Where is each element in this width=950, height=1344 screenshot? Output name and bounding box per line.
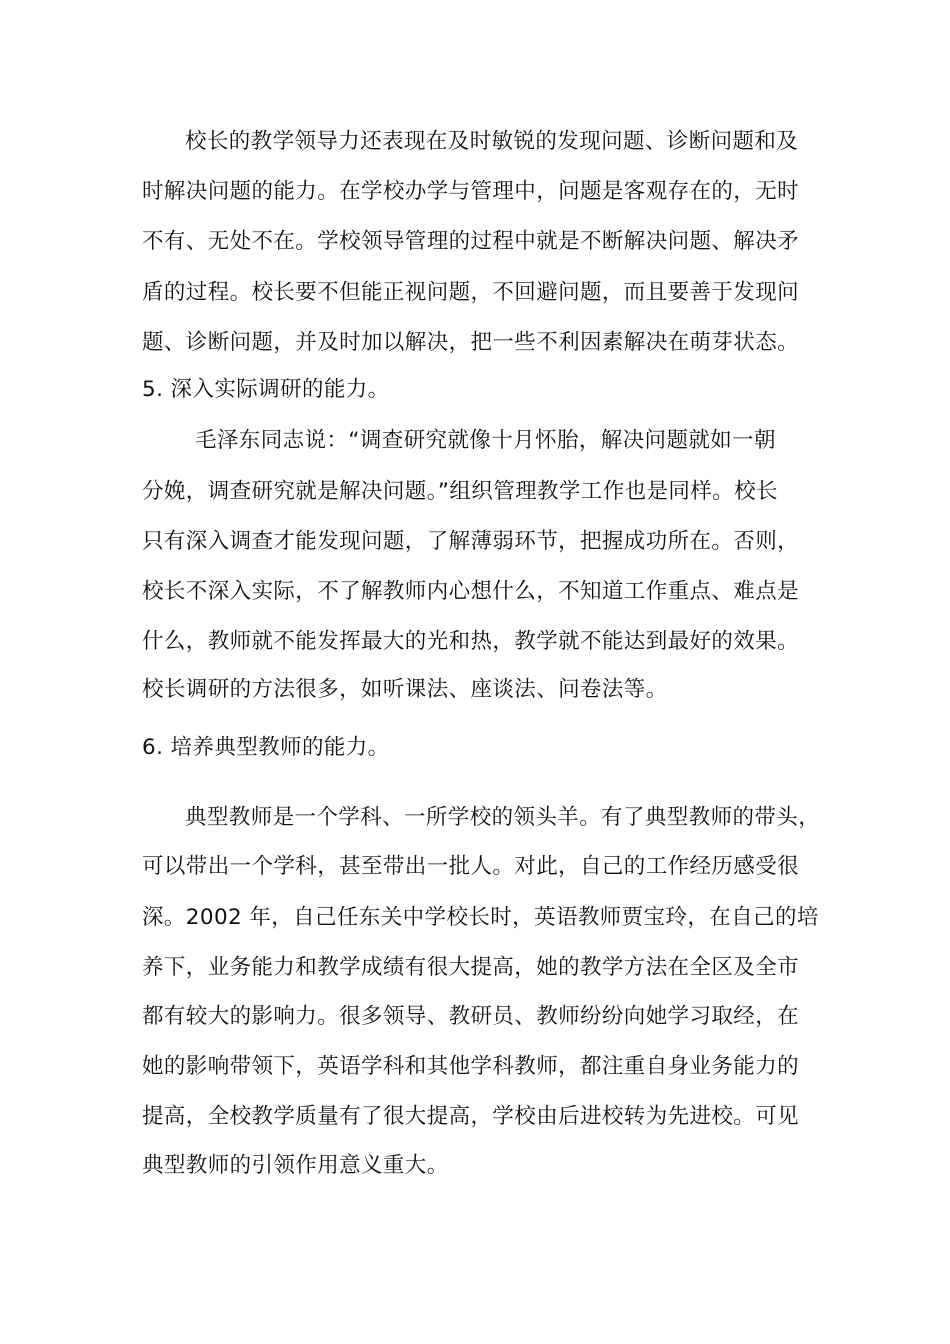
text-line: 可以带出一个学科，甚至带出一批人。对此，自己的工作经历感受很 (142, 854, 800, 879)
text-line: 都有较大的影响力。很多领导、教研员、教师纷纷向她学习取经，在 (142, 1004, 800, 1029)
text-line: 典型教师的引领作用意义重大。 (142, 1153, 449, 1178)
text-line: 养下，业务能力和教学成绩有很大提高，她的教学方法在全区及全市 (142, 955, 800, 980)
text-line: 校长不深入实际，不了解教师内心想什么，不知道工作重点、难点是 (142, 579, 800, 604)
text-line: 校长的教学领导力还表现在及时敏锐的发现问题、诊断问题和及 (185, 129, 799, 154)
text-line: 盾的过程。校长要不但能正视问题，不回避问题，而且要善于发现问 (142, 280, 800, 305)
text-line: 她的影响带领下，英语学科和其他学科教师，都注重自身业务能力的 (142, 1054, 800, 1079)
section-heading-6: 6. 培养典型教师的能力。 (142, 735, 390, 760)
text-line: 典型教师是一个学科、一所学校的领头羊。有了典型教师的带头， (185, 805, 821, 830)
text-line: 题、诊断问题，并及时加以解决，把一些不利因素解决在萌芽状态。 (142, 330, 800, 355)
text-line: 时解决问题的能力。在学校办学与管理中，问题是客观存在的，无时 (142, 179, 800, 204)
text-line: 只有深入调查才能发现问题，了解薄弱环节，把握成功所在。否则， (142, 529, 800, 554)
text-line: 毛泽东同志说：“调查研究就像十月怀胎，解决问题就如一朝 (195, 428, 776, 453)
text-line: 不有、无处不在。学校领导管理的过程中就是不断解决问题、解决矛 (142, 229, 800, 254)
text-line: 深。2002 年，自己任东关中学校长时，英语教师贾宝玲，在自己的培 (142, 905, 819, 930)
text-line: 校长调研的方法很多，如听课法、座谈法、问卷法等。 (142, 677, 668, 702)
section-heading-5: 5. 深入实际调研的能力。 (142, 377, 390, 402)
text-line: 分娩，调查研究就是解决问题。”组织管理教学工作也是同样。校长 (142, 479, 778, 504)
text-line: 提高，全校教学质量有了很大提高，学校由后进校转为先进校。可见 (142, 1104, 800, 1129)
text-line: 什么，教师就不能发挥最大的光和热，教学就不能达到最好的效果。 (142, 629, 800, 654)
